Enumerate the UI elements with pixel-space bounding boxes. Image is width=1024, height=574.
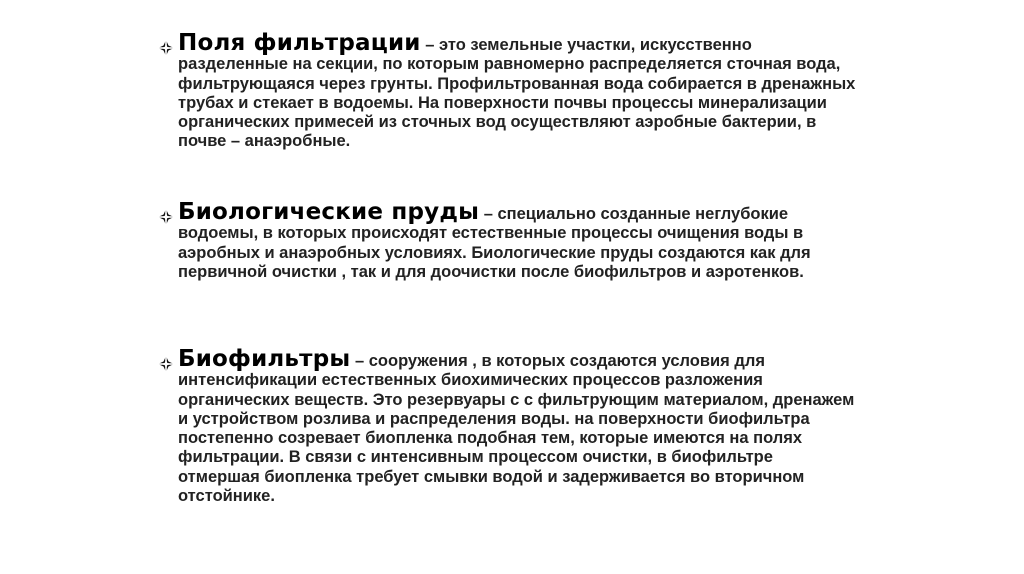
term-title: Поля фильтрации [178,30,421,56]
four-diamond-bullet-icon [158,209,174,225]
bullet-item-biological-ponds [158,199,858,282]
item-text [178,346,858,506]
term-description: – это земельные участки, искусственно разделенные на секции, по которым равномерно распределяется сточная вода, фильтрующаяся через грунты. Профильтрованная вода собирается в дренажных трубах и стекает в водоемы. На поверхности почвы процессы минерализации органических примесей из сточных вод осуществляют аэробные бактерии, в почве – анаэробные. [178,36,856,151]
bullet-item-filtration-fields [158,30,858,152]
term-title: Биологические пруды [178,199,480,225]
item-text [178,199,858,282]
four-diamond-bullet-icon [158,356,174,372]
item-text [178,30,858,152]
four-diamond-bullet-icon [158,40,174,56]
term-title: Биофильтры [178,346,351,372]
term-description: – специально созданные неглубокие водоемы, в которых происходят естественные процессы очищения воды в аэробных и анаэробных условиях. Биологические пруды создаются как для первичной очистки , так и для доочистки после биофильтров и аэротенков. [178,205,811,281]
bullet-item-biofilters [158,346,858,506]
term-description: – сооружения , в которых создаются условия для интенсификации естественных биохимических процессов разложения органических веществ. Это резервуары с с фильтрующим материалом, дренажем и устройством розлива и распределения воды. на поверхности биофильтра постепенно созревает биопленка подобная тем, которые имеются на полях фильтрации. В связи с интенсивным процессом очистки, в биофильтре отмершая биопленка требует смывки водой и задерживается во вторичном отстойнике. [178,352,855,506]
